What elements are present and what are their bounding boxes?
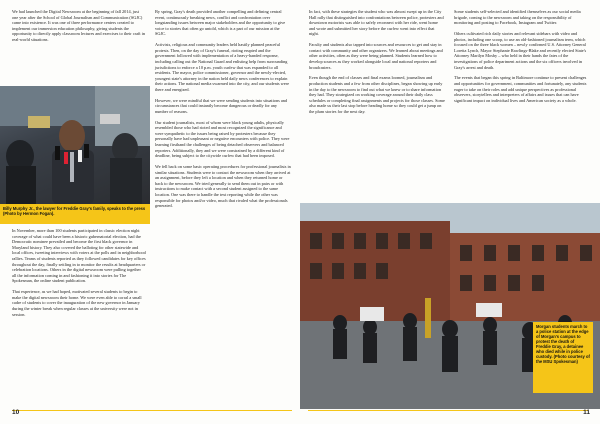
page-number: 11: [583, 409, 590, 416]
paragraph: By spring, Gray's death provided another compelling and defining central event, continuously breaking news, conflict and confrontation over longstanding issues between major stakeholders and the opportunity to give voice to stories that often go untold, which is a part of our mission at the SGJC.: [155, 9, 286, 37]
press-photo-illustration: [0, 86, 150, 204]
right-col4: [454, 9, 590, 108]
footer-rule: [12, 410, 292, 411]
paragraph: Others cultivated rich daily stories and relevant sidebars with video and photos, including one scoop, to use an old-fashioned journalism term, which focused on the three black women – newly confirmed U.S. Attorney General Loretta Lynch, Mayor Stephanie Rawlings-Blake and recently elected State's Attorney Marilyn Mosby – who held in their hands the fates of the investigations of police department actions and the six officers involved in Gray's arrest and death.: [454, 30, 587, 70]
paragraph: That experience, as we had hoped, motivated several students to begin to make the digital newsroom their home. We were even able to corral a small cadre of students to cover the inauguration of the new governor in January during the winter break when regular classes at the university were not in session.: [12, 289, 142, 317]
right-col3: [309, 9, 445, 120]
left-col2: [155, 9, 291, 214]
paragraph: In fact, with these strategies the student who was almost swept up in the City Hall rally that distinguished into confrontations between police, protesters and downtown motorists was able to safely reconnect with her ride, went home and wrote and submitted her story before the curfew went into effect that night.: [309, 9, 444, 37]
paragraph: Our student journalists, most of whom were black young adults, physically resembled those who had rioted and most recognized the significance and were sympathetic to the issues being raised by protesters because they personally have had unpleasant or negative encounters with police. They were learning firsthand the challenges of being detached observers and balanced reporters. Additionally, they and we were constrained by a different kind of deadline, being subject to the citywide curfew that had been imposed.: [155, 119, 290, 159]
paragraph: Some students self-selected and identified themselves as our social media brigade, coming to the newsroom and taking on the responsibility of monitoring and posting to Facebook, Instagram and Twitter.: [454, 9, 581, 26]
footer-rule: [308, 410, 588, 411]
page-number: 10: [12, 409, 20, 416]
press-conference-photo: [0, 86, 150, 204]
paragraph: Faculty and students also tapped into sources and resources to get and stay in contact with community and other organizers. We learned about meetings and other activities, often as they were being planned. Students learned how to develop sources as they worked alongside local and national reporters and broadcasters.: [309, 42, 443, 70]
right-photo-caption: [533, 322, 593, 393]
paragraph: Even though the end of classes and final exams loomed, journalism and production students and a few from other disciplines, began showing up early in the day to the newsroom to find out what we knew or to share information they had. They strategized on working coverage around their daily class schedules or completing final assignments and projects for those classes. Some also made us their last stop before heading home so they could get a jump on the plum stories for the next day.: [309, 75, 445, 114]
paragraph: In November, more than 100 students participated in classic election night coverage of what could have been a historic gubernatorial election, had the Democratic nominee prevailed and become the first black governor in Maryland history. They also covered the balloting for other statewide and local offices, tweeting interviews with voters at the polls and in neighborhood rallies. Teams of students reported as they followed candidates for key offices throughout the day, finally settling in to monitor the results at headquarters or celebration locations. Others in the digital newsroom were pulling together all the information coming in and fashioning it into stories for The Spokesman, the online student publication.: [12, 228, 146, 284]
caption-text: Billy Murphy Jr., the lawyer for Freddie Gray's family, speaks to the press (Photo by Hermon Fogan).: [3, 206, 146, 216]
left-col1-bottom: [12, 228, 146, 322]
left-photo-caption: [0, 204, 150, 224]
paragraph: The events that began this spring in Baltimore continue to present challenges and opportunities for government, communities and fortunately, any students eager to take on their roles and add unique perspectives as professional observers, storytellers and interpreters of affairs and issues that can have significant impact on individual lives and American society as a whole.: [454, 75, 587, 103]
paragraph: However, we were mindful that we were sending students into situations and circumstances that could instantly become dangerous or deadly for any number of reasons.: [155, 97, 288, 114]
paragraph: We fell back on some basic operating procedures for professional journalists in similar situations. Students were to contact the newsroom when they arrived at an assignment, before they left a location and when they returned home or back to the newsroom. We tried generally to send them out in pairs or with instructions to make contact with a second student assigned to the same location. One was there to handle the text reporting while the other was responsible for photos and/or video, much that rivaled what the professionals generated.: [155, 164, 291, 209]
left-col1-top: [12, 9, 146, 48]
right-page: [300, 0, 600, 424]
paragraph: We had launched the Digital Newsroom at the beginning of fall 2014, just one year after the School of Global Journalism and Communication (SGJC) came into existence. It was one of three performance centers created to implement our immersion education philosophy, giving students the opportunity to directly apply classroom lectures and exercises to their craft in real-world situations.: [12, 9, 146, 42]
caption-text: Morgan students march to a police station at the edge of Morgan's campus to protest the death of Freddie Gray, a detainee who died while in police custody. (Photo courtesy of the MSU Spokesman): [536, 324, 590, 364]
paragraph: Activists, religious and community leaders held hastily planned peaceful protests. Then, on the day of Gray's funeral, rioting erupted and the government followed with implementation of a heavy-handed response, including calling out the National Guard and enlisting help from surrounding jurisdictions to enforce a 10 p.m. youth curfew that was expanded to all residents. The mayor, police commissioner, governor and the newly-elected, youngest state's attorney in the nation held daily news conferences to explain their actions. The national media swarmed into the city, and our students were there and energized.: [155, 42, 290, 92]
